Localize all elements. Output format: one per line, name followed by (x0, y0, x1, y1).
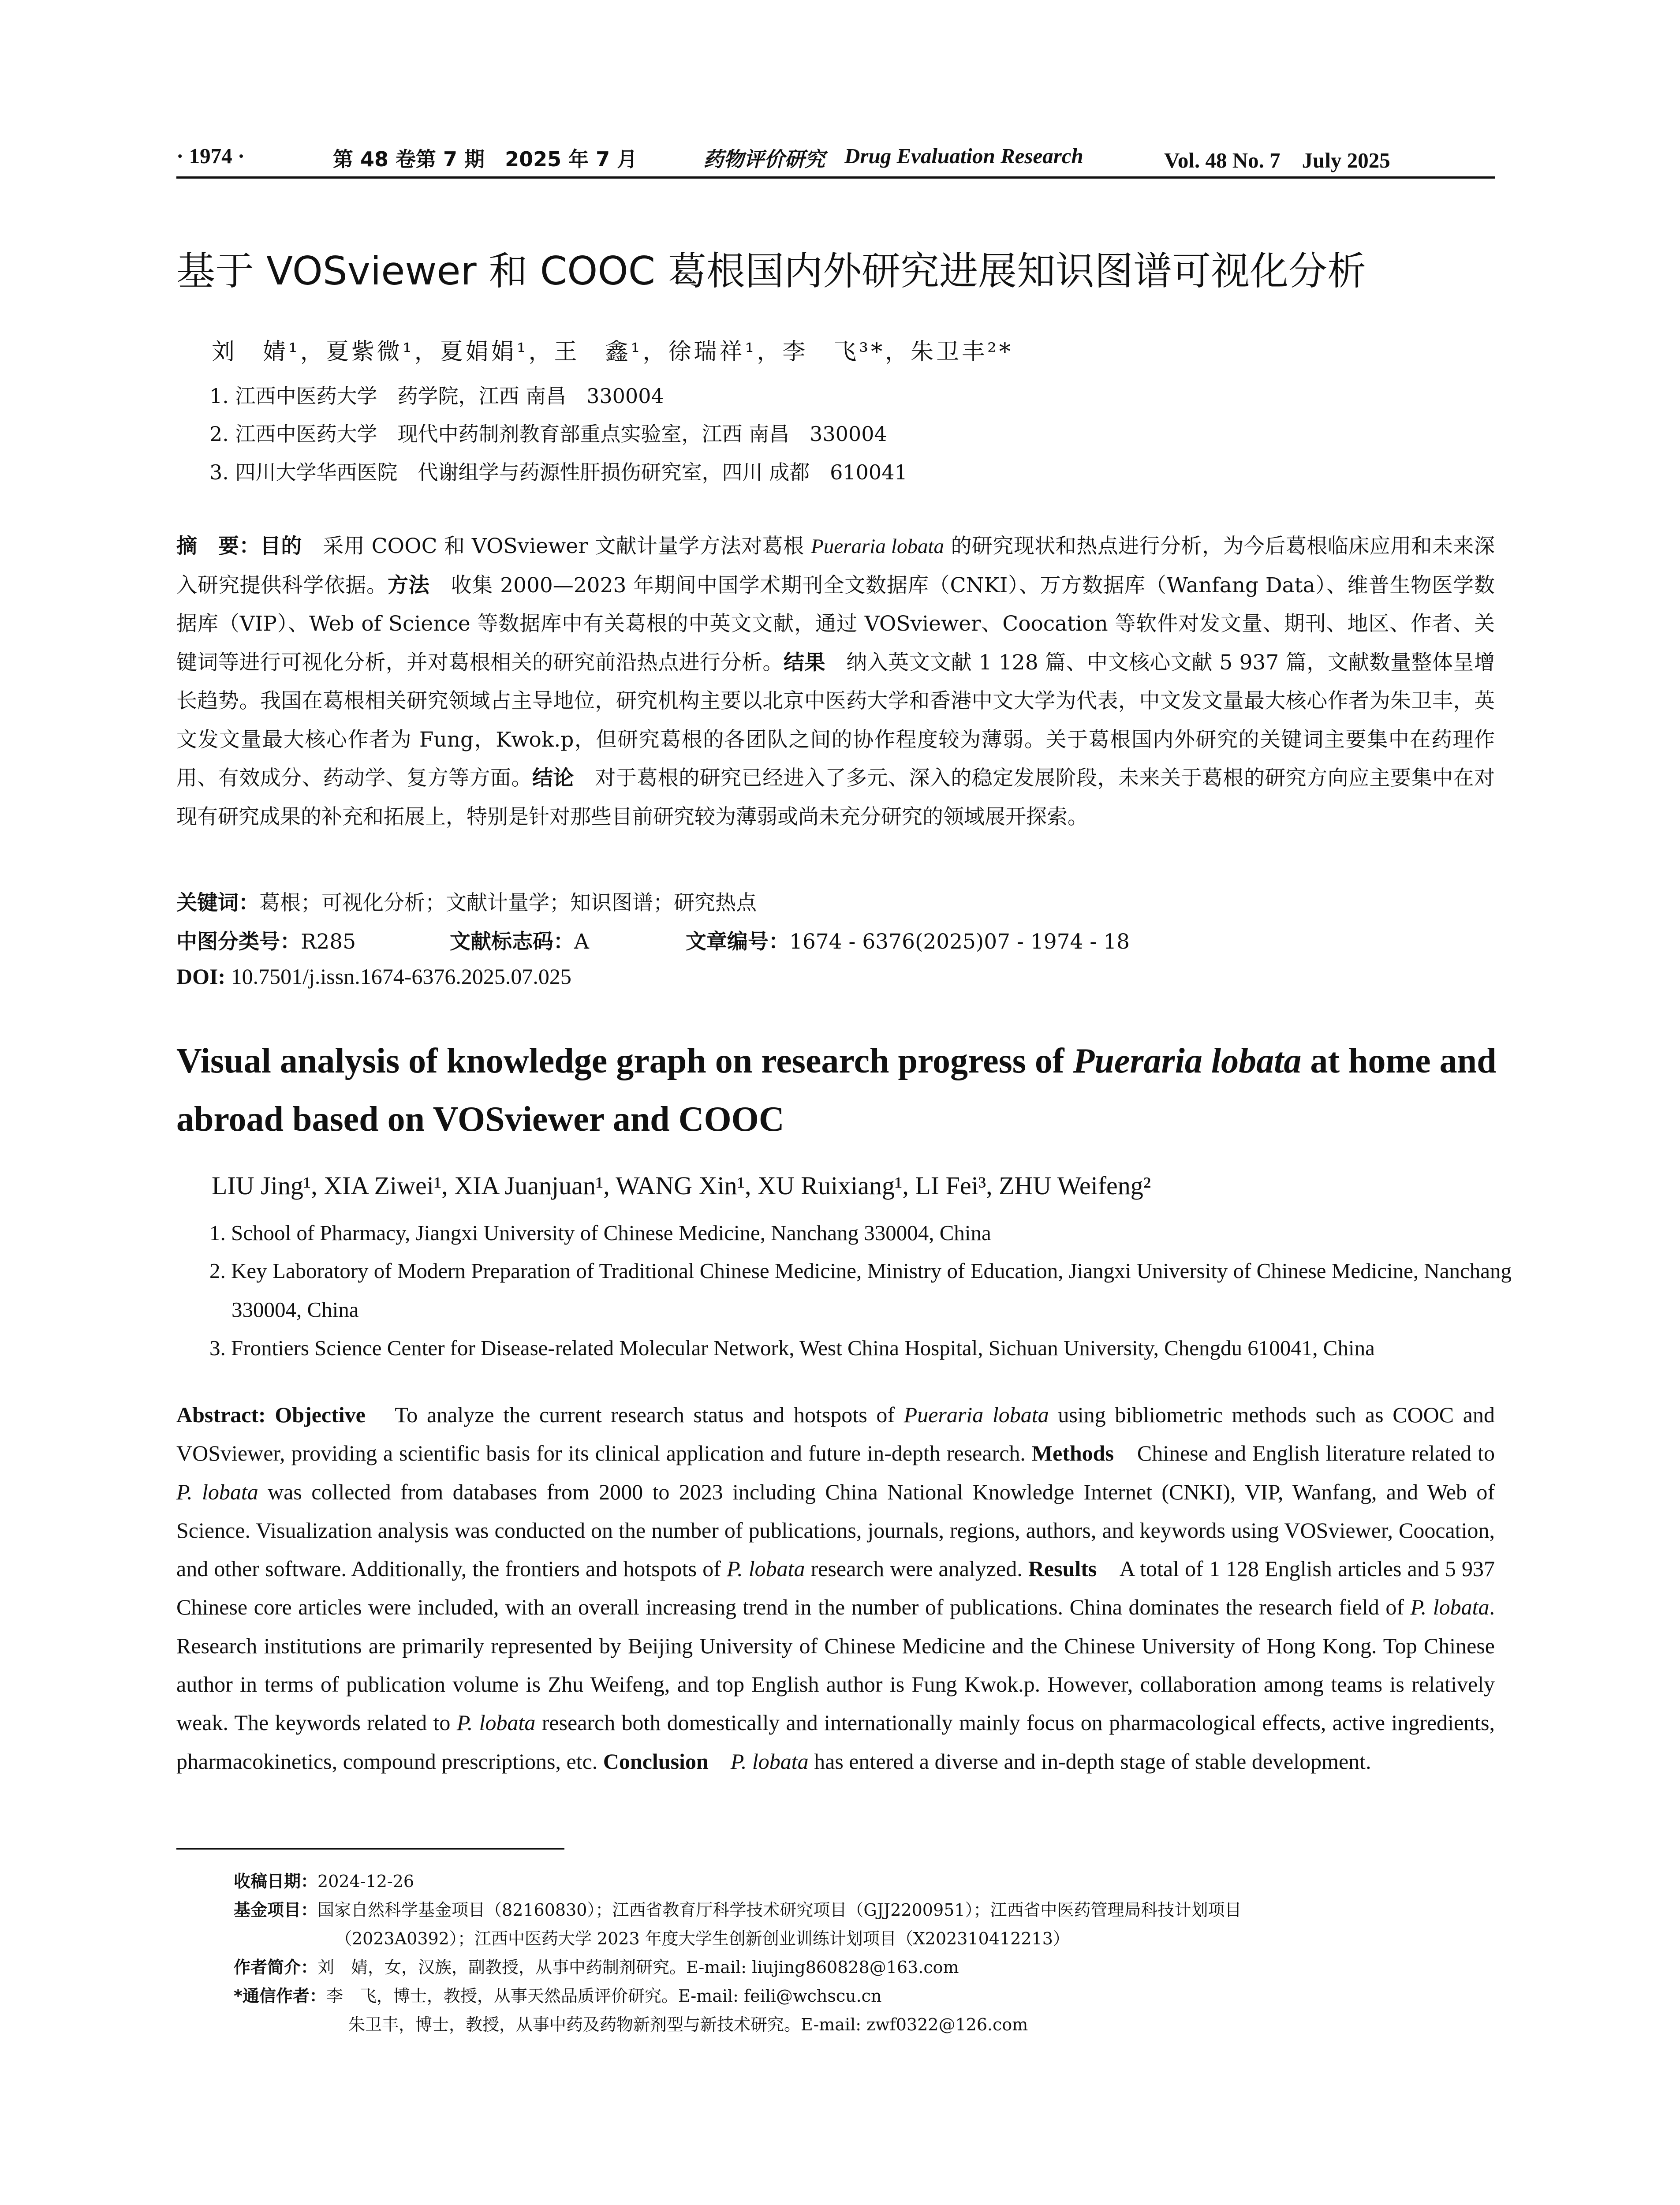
affiliation-cn-3: 3. 四川大学华西医院 代谢组学与药源性肝损伤研究室，四川 成都 610041 (209, 460, 907, 484)
footnote-divider (176, 1848, 564, 1850)
received-date (234, 1868, 414, 1892)
affiliation-cn-2: 2. 江西中医药大学 现代中药制剂教育部重点实验室，江西 南昌 330004 (209, 422, 887, 446)
species-abbr-2: P. lobata (726, 1556, 805, 1581)
species-abbr-4: P. lobata (456, 1710, 536, 1735)
received-value: 2024-12-26 (317, 1872, 414, 1891)
funding-line-1 (234, 1896, 1242, 1921)
corr-label: *通信作者： (234, 1986, 326, 2006)
title-en-part2: at home and abroad based on VOSviewer and COOC (176, 1042, 1497, 1139)
journal-name-cn: 药物评价研究 (703, 147, 825, 171)
affiliation-en-3: 3. Frontiers Science Center for Disease-related Molecular Network, West China Hospital, Sichuan University, Chengdu 610041, China (209, 1336, 1375, 1360)
affiliation-en-1: 1. School of Pharmacy, Jiangxi University of Chinese Medicine, Nanchang 330004, China (209, 1221, 991, 1245)
affiliation-en-2: 2. Key Laboratory of Modern Preparation of Traditional Chinese Medicine, Ministry of Education, Jiangxi University of Chinese Medicine, Nanchang 330004, China (209, 1259, 1512, 1322)
species-name-en: Pueraria lobata (903, 1402, 1049, 1427)
doc-code-label: 文献标志码： (450, 930, 574, 954)
funding-line-2: （2023A0392）；江西中医药大学 2023 年度大学生创新创业训练计划项目（X202310412213） (335, 1929, 1070, 1948)
conclusion-text-en: has entered a diverse and in-depth stage of stable development. (808, 1749, 1371, 1774)
doc-code-value: A (574, 930, 589, 954)
methods-text-cn: 收集 2000—2023 年期间中国学术期刊全文数据库（CNKI）、万方数据库（Wanfang Data）、维普生物医学数据库（VIP）、Web of Science 等数据库中有关葛根的中英文文献，通过 VOSviewer、Coocation 等软件对发文量、期刊、地区、作者、关键词等进行可视化分析，并对葛根相关的研究前沿热点进行分析。 (176, 573, 1495, 675)
issue-info-cn: 第 48 卷第 7 期 2025 年 7 月 (333, 147, 638, 171)
objective-text-en: To analyze the current research status and hotspots of (365, 1402, 904, 1427)
author-list-en: LIU Jing¹, XIA Ziwei¹, XIA Juanjuan¹, WANG Xin¹, XU Ruixiang¹, LI Fei³, ZHU Weifeng² (212, 1171, 1151, 1200)
keywords-text: 葛根；可视化分析；文献计量学；知识图谱；研究热点 (259, 891, 757, 915)
doi-value: 10.7501/j.issn.1674-6376.2025.07.025 (225, 964, 571, 989)
results-label-cn: 结果 (783, 650, 825, 675)
running-header (176, 135, 1495, 179)
species-abbr-3: P. lobata (1410, 1595, 1490, 1620)
title-en-part1: Visual analysis of knowledge graph on research progress of (176, 1042, 1073, 1080)
methods-label-cn: 方法 (387, 573, 430, 598)
clc-label: 中图分类号： (176, 930, 301, 954)
received-label: 收稿日期： (234, 1872, 318, 1891)
results-text-cn: 纳入英文文献 1 128 篇、中文核心文献 5 937 篇，文献数量整体呈增长趋势。我国在葛根相关研究领域占主导地位，研究机构主要以北京中医药大学和香港中文大学为代表，中文发文量最大核心作者为朱卫丰，英文发文量最大核心作者为 Fung，Kwok.p，但研究葛根的各团队之间的协作程度较为薄弱。关于葛根国内外研究的关键词主要集中在药理作用、有效成分、药动学、复方等方面。 (176, 650, 1495, 790)
doi-label: DOI: (176, 964, 226, 989)
classification-line (176, 925, 356, 955)
article-number (686, 925, 1130, 955)
article-no-label: 文章编号： (686, 930, 789, 954)
clc-value: R285 (301, 930, 356, 954)
methods-text-en-1: Chinese and English literature related to (1113, 1441, 1495, 1466)
author-list-cn: 刘 婧¹，夏紫微¹，夏娟娟¹，王 鑫¹，徐瑞祥¹，李 飞³*，朱卫丰²* (212, 339, 1013, 365)
methods-label-en: Methods (1031, 1441, 1114, 1466)
abstract-cn-label: 摘 要： (176, 534, 260, 558)
species-name: Pueraria lobata (811, 535, 945, 558)
conclusion-text-cn: 对于葛根的研究已经进入了多元、深入的稳定发展阶段，未来关于葛根的研究方向应主要集中在对现有研究成果的补充和拓展上，特别是针对那些目前研究较为薄弱或尚未充分研究的领域展开探索。 (176, 766, 1495, 829)
objective-text-en-2: using bibliometric methods such as COOC and VOSviewer, providing a scientific basis for its clinical application and future in-depth research. (176, 1402, 1495, 1466)
conclusion-label-en: Conclusion (603, 1749, 709, 1774)
results-text-en-1: A total of 1 128 English articles and 5 937 Chinese core articles were included, with an overall increasing trend in the number of publications. China dominates the research field of (176, 1556, 1495, 1620)
affiliation-cn-1: 1. 江西中医药大学 药学院，江西 南昌 330004 (209, 384, 664, 408)
corresponding-author-1 (234, 1982, 881, 2007)
corr-text-1: 李 飞，博士，教授，从事天然品质评价研究。E-mail: feili@wchscu.cn (326, 1986, 882, 2006)
methods-text-en-2: was collected from databases from 2000 to 2023 including China National Knowledge Internet (CNKI), VIP, Wanfang, and Web of Science. Visualization analysis was conducted on the number of publications, journals, regions, authors, and keywords using VOSviewer, Coocation, and other software. Additionally, the frontiers and hotspots of (176, 1479, 1495, 1581)
objective-label-cn: 目的 (260, 534, 302, 558)
abstract-en (176, 1396, 1495, 1781)
bio-label: 作者简介： (234, 1958, 318, 1977)
results-text-en-2: . Research institutions are primarily represented by Beijing University of Chinese Medicine and the Chinese University of Hong Kong. Top Chinese author in terms of publication volume is Zhu Weifeng, and top English author is Fung Kwok.p. However, collaboration among teams is relatively weak. The keywords related to (176, 1595, 1495, 1735)
species-abbr-1: P. lobata (176, 1479, 258, 1504)
page-number: · 1974 · (176, 144, 245, 168)
funding-label: 基金项目： (234, 1900, 318, 1920)
article-title-cn: 基于 VOSviewer 和 COOC 葛根国内外研究进展知识图谱可视化分析 (176, 248, 1366, 294)
keywords-cn (176, 886, 757, 916)
abstract-cn (176, 527, 1495, 836)
doi-line (176, 964, 571, 989)
objective-text-cn: 采用 COOC 和 VOSviewer 文献计量学方法对葛根 (302, 534, 811, 558)
objective-text-cn-2: 的研究现状和热点进行分析，为今后葛根临床应用和未来深入研究提供科学依据。 (176, 534, 1495, 598)
species-abbr-5: P. lobata (730, 1749, 809, 1774)
volume-info-en: Vol. 48 No. 7 July 2025 (1164, 148, 1390, 172)
results-text-en-3: research both domestically and internationally mainly focus on pharmacological effects, active ingredients, pharmacokinetics, compound prescriptions, etc. (176, 1710, 1495, 1774)
journal-name-en: Drug Evaluation Research (844, 144, 1083, 168)
corresponding-author-2: 朱卫丰，博士，教授，从事中药及药物新剂型与新技术研究。E-mail: zwf0322@126.com (348, 2015, 1028, 2034)
conclusion-label-cn: 结论 (532, 766, 574, 790)
bio-text: 刘 婧，女，汉族，副教授，从事中药制剂研究。E-mail: liujing860828@163.com (317, 1958, 959, 1977)
results-label-en: Results (1028, 1556, 1097, 1581)
article-no-value: 1674 - 6376(2025)07 - 1974 - 18 (789, 930, 1130, 954)
article-title-en (176, 1032, 1499, 1148)
methods-text-en-3: research were analyzed. (805, 1556, 1028, 1581)
abstract-en-label: Abstract: Objective (176, 1402, 366, 1427)
title-en-species: Pueraria lobata (1073, 1042, 1302, 1080)
keywords-label: 关键词： (176, 891, 259, 915)
funding-text-1: 国家自然科学基金项目（82160830）；江西省教育厅科学技术研究项目（GJJ2200951）；江西省中医药管理局科技计划项目 (317, 1900, 1242, 1920)
author-bio (234, 1954, 959, 1978)
document-code (450, 925, 589, 955)
